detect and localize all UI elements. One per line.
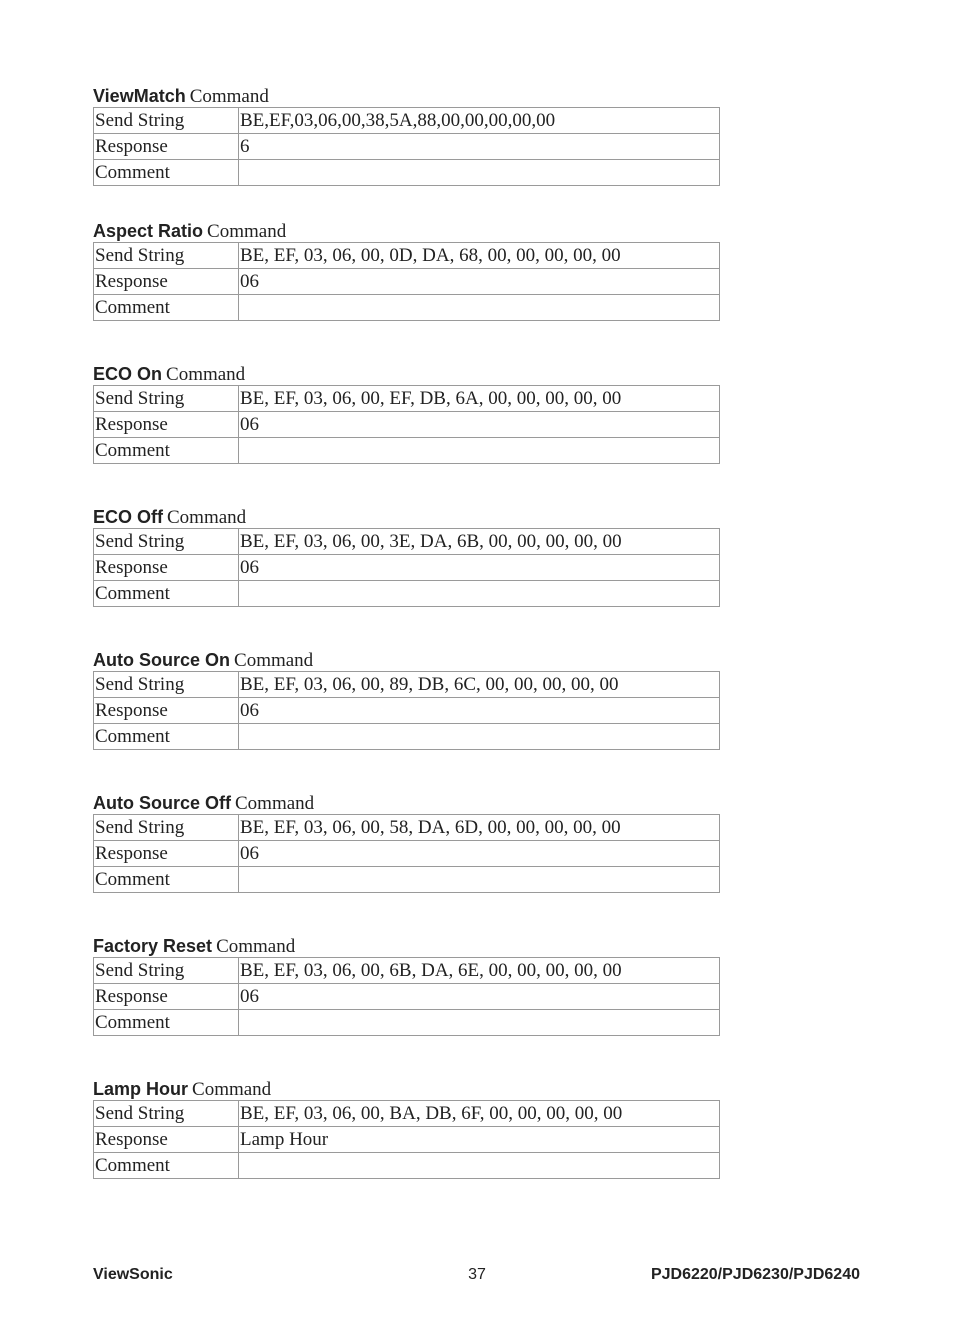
- section-lamp-hour: [93, 1078, 720, 1179]
- table-row: [94, 108, 720, 134]
- table-row: [94, 295, 720, 321]
- section-heading: [93, 649, 720, 671]
- table-row: [94, 672, 720, 698]
- row-value: [239, 1153, 720, 1179]
- row-value: 06: [239, 269, 720, 295]
- section-heading: [93, 935, 720, 957]
- table-row: [94, 555, 720, 581]
- table-row: [94, 698, 720, 724]
- footer-page-number: 37: [468, 1266, 486, 1283]
- table-row: [94, 581, 720, 607]
- section-heading: [93, 792, 720, 814]
- command-name: Factory Reset: [93, 936, 213, 956]
- table-row: [94, 386, 720, 412]
- row-label: Response: [94, 698, 239, 724]
- row-label: Comment: [94, 438, 239, 464]
- command-table: [93, 957, 720, 1036]
- section-heading: [93, 506, 720, 528]
- row-value: 06: [239, 698, 720, 724]
- command-word: Command: [235, 793, 315, 814]
- section-auto-source-on: [93, 649, 720, 750]
- row-label: Response: [94, 984, 239, 1010]
- row-value: BE, EF, 03, 06, 00, EF, DB, 6A, 00, 00, 00, 00, 00: [239, 386, 720, 412]
- table-row: [94, 984, 720, 1010]
- footer-brand: ViewSonic: [93, 1266, 173, 1283]
- section-aspect-ratio: [93, 220, 720, 321]
- table-row: [94, 134, 720, 160]
- row-value: [239, 295, 720, 321]
- row-label: Send String: [94, 108, 239, 134]
- row-label: Response: [94, 412, 239, 438]
- row-label: Send String: [94, 815, 239, 841]
- command-word: Command: [192, 1079, 272, 1100]
- row-label: Comment: [94, 867, 239, 893]
- table-row: [94, 160, 720, 186]
- command-word: Command: [167, 507, 247, 528]
- row-value: BE, EF, 03, 06, 00, 58, DA, 6D, 00, 00, 00, 00, 00: [239, 815, 720, 841]
- command-name: Auto Source Off: [93, 793, 231, 813]
- command-word: Command: [207, 221, 287, 242]
- section-heading: [93, 363, 720, 385]
- row-value: BE, EF, 03, 06, 00, 0D, DA, 68, 00, 00, 00, 00, 00: [239, 243, 720, 269]
- footer-models: PJD6220/PJD6230/PJD6240: [650, 1266, 860, 1283]
- row-value: [239, 438, 720, 464]
- row-label: Comment: [94, 295, 239, 321]
- row-value: [239, 581, 720, 607]
- row-value: [239, 160, 720, 186]
- row-value: BE,EF,03,06,00,38,5A,88,00,00,00,00,00: [239, 108, 720, 134]
- table-row: [94, 529, 720, 555]
- command-name: ViewMatch: [93, 86, 186, 106]
- command-table: [93, 528, 720, 607]
- section-auto-source-off: [93, 792, 720, 893]
- row-label: Response: [94, 269, 239, 295]
- table-row: [94, 1153, 720, 1179]
- row-value: 06: [239, 841, 720, 867]
- section-viewmatch: [93, 85, 720, 186]
- row-value: Lamp Hour: [239, 1127, 720, 1153]
- command-word: Command: [234, 650, 314, 671]
- table-row: [94, 269, 720, 295]
- table-row: [94, 412, 720, 438]
- command-word: Command: [216, 936, 296, 957]
- row-label: Send String: [94, 529, 239, 555]
- row-label: Response: [94, 1127, 239, 1153]
- command-table: [93, 671, 720, 750]
- row-label: Comment: [94, 160, 239, 186]
- command-name: Aspect Ratio: [93, 221, 204, 241]
- row-value: 06: [239, 412, 720, 438]
- row-label: Comment: [94, 1153, 239, 1179]
- table-row: [94, 867, 720, 893]
- section-heading: [93, 85, 720, 107]
- table-row: [94, 724, 720, 750]
- row-value: BE, EF, 03, 06, 00, BA, DB, 6F, 00, 00, 00, 00, 00: [239, 1101, 720, 1127]
- row-label: Comment: [94, 724, 239, 750]
- table-row: [94, 243, 720, 269]
- row-label: Send String: [94, 243, 239, 269]
- section-factory-reset: [93, 935, 720, 1036]
- command-table: [93, 385, 720, 464]
- table-row: [94, 1010, 720, 1036]
- row-label: Send String: [94, 672, 239, 698]
- section-eco-off: [93, 506, 720, 607]
- command-table: [93, 242, 720, 321]
- row-label: Send String: [94, 386, 239, 412]
- section-heading: [93, 1078, 720, 1100]
- command-name: Lamp Hour: [93, 1079, 189, 1099]
- command-word: Command: [189, 86, 269, 107]
- row-value: BE, EF, 03, 06, 00, 3E, DA, 6B, 00, 00, 00, 00, 00: [239, 529, 720, 555]
- table-row: [94, 815, 720, 841]
- section-eco-on: [93, 363, 720, 464]
- command-word: Command: [166, 364, 246, 385]
- row-value: 06: [239, 555, 720, 581]
- row-value: BE, EF, 03, 06, 00, 89, DB, 6C, 00, 00, 00, 00, 00: [239, 672, 720, 698]
- row-label: Send String: [94, 1101, 239, 1127]
- row-value: 6: [239, 134, 720, 160]
- command-table: [93, 814, 720, 893]
- command-table: [93, 1100, 720, 1179]
- row-value: [239, 1010, 720, 1036]
- row-label: Response: [94, 555, 239, 581]
- table-row: [94, 1101, 720, 1127]
- row-value: [239, 724, 720, 750]
- table-row: [94, 438, 720, 464]
- row-label: Send String: [94, 958, 239, 984]
- row-label: Response: [94, 841, 239, 867]
- row-value: BE, EF, 03, 06, 00, 6B, DA, 6E, 00, 00, 00, 00, 00: [239, 958, 720, 984]
- table-row: [94, 958, 720, 984]
- row-value: 06: [239, 984, 720, 1010]
- row-value: [239, 867, 720, 893]
- table-row: [94, 1127, 720, 1153]
- row-label: Comment: [94, 1010, 239, 1036]
- section-heading: [93, 220, 720, 242]
- command-name: ECO On: [93, 364, 163, 384]
- table-row: [94, 841, 720, 867]
- command-table: [93, 107, 720, 186]
- row-label: Response: [94, 134, 239, 160]
- command-name: Auto Source On: [93, 650, 231, 670]
- command-name: ECO Off: [93, 507, 163, 527]
- row-label: Comment: [94, 581, 239, 607]
